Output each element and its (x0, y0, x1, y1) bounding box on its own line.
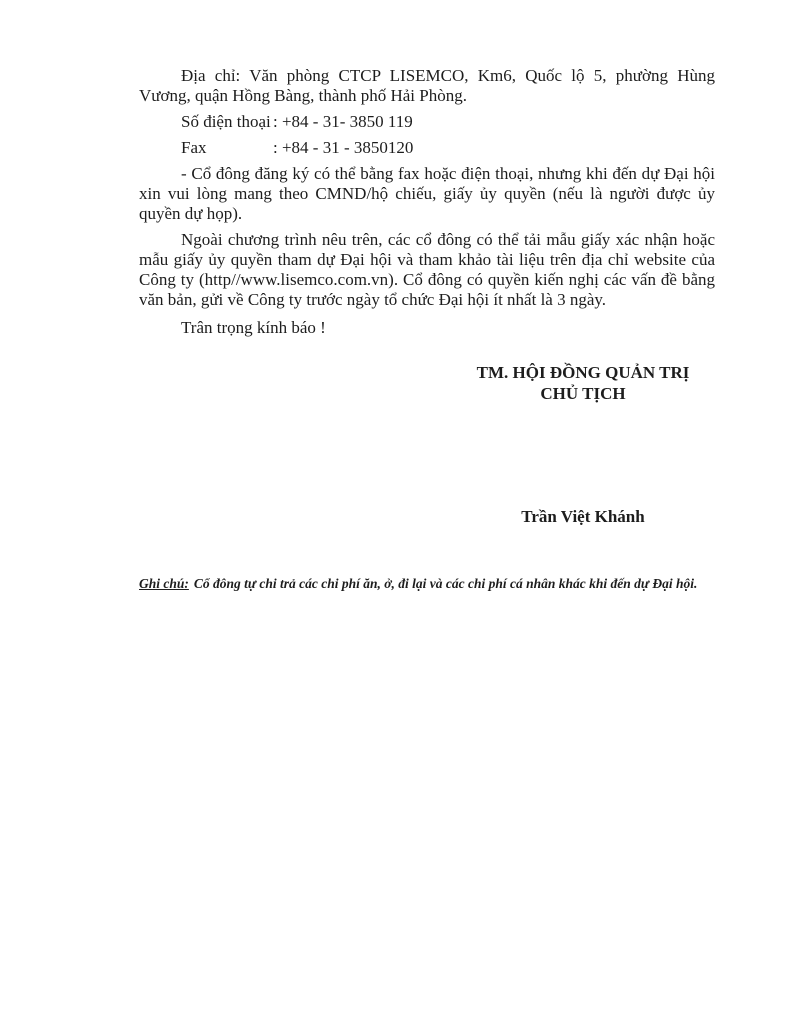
fax-label: Fax (181, 138, 207, 157)
footnote-label: Ghi chú: (139, 576, 189, 591)
phone-value: : +84 - 31- 3850 119 (273, 112, 413, 131)
footnote-text: Cổ đông tự chi trả các chi phí ăn, ở, đi lại và các chi phí cá nhân khác khi đến dự Đại hội. (193, 576, 698, 591)
signature-block (423, 362, 743, 527)
fax-line (139, 138, 715, 158)
document-page (139, 66, 715, 593)
website-note-paragraph: Ngoài chương trình nêu trên, các cổ đông có thể tải mẫu giấy xác nhận hoặc mẫu giấy ủy quyền tham dự Đại hội và tham khảo tài liệu trên địa chỉ website của Công ty (http//www.lisemco.com.vn). Cổ đông có quyền kiến nghị các vấn đề bằng văn bản, gửi về Công ty trước ngày tổ chức Đại hội ít nhất là 3 ngày. (139, 230, 715, 309)
signature-name: Trần Việt Khánh (521, 507, 645, 526)
closing-line: Trân trọng kính báo ! (181, 318, 326, 337)
signature-role: CHỦ TỊCH (540, 384, 626, 403)
address-paragraph: Địa chỉ: Văn phòng CTCP LISEMCO, Km6, Quốc lộ 5, phường Hùng Vương, quận Hồng Bàng, thành phố Hải Phòng. (139, 66, 715, 105)
phone-label: Số điện thoại (181, 112, 271, 131)
footnote (139, 575, 715, 593)
fax-value: : +84 - 31 - 3850120 (273, 138, 414, 157)
phone-line (139, 112, 715, 132)
registration-note-paragraph: - Cổ đông đăng ký có thể bằng fax hoặc điện thoại, nhưng khi đến dự Đại hội xin vui lòng mang theo CMND/hộ chiếu, giấy ủy quyền (nếu là người được ủy quyền dự họp). (139, 164, 715, 223)
signature-on-behalf: TM. HỘI ĐỒNG QUẢN TRỊ (476, 363, 690, 382)
